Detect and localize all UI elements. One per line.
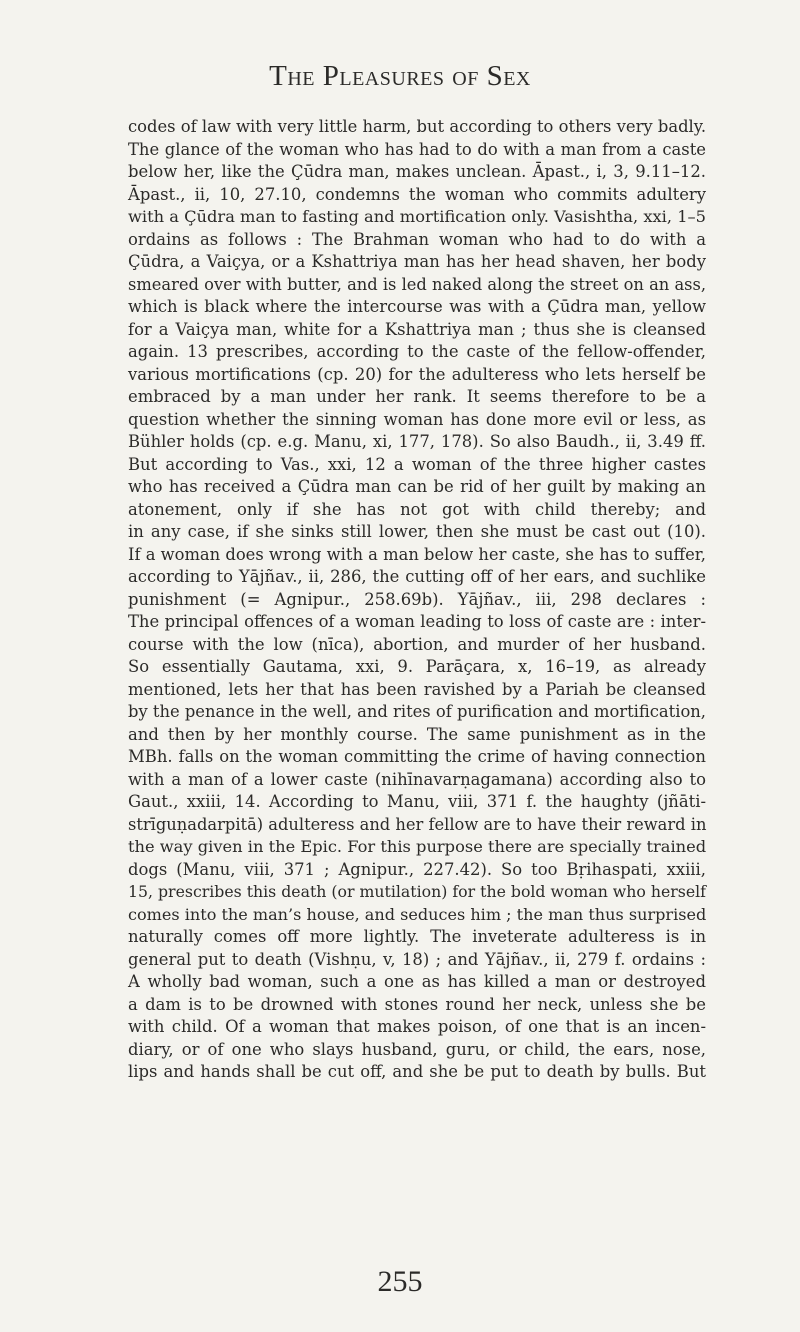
text-line: a dam is to be drowned with stones round her neck, unless she be — [128, 994, 706, 1014]
text-line: The glance of the woman who has had to do with a man from a caste — [128, 139, 706, 159]
text-line: who has received a Çūdra man can be rid of her guilt by making an — [128, 477, 706, 496]
text-line: and then by her monthly course. The same punishment as in the — [128, 724, 706, 744]
text-line: various mortifications (cp. 20) for the adulteress who lets herself be — [128, 364, 706, 384]
text-line: dogs (Manu, viii, 371 ; Agnipur., 227.42). So too Bṛihaspati, xxiii, — [128, 859, 706, 879]
body-text — [128, 116, 706, 1084]
text-line: Bühler holds (cp. e.g. Manu, xi, 177, 178). So also Baudh., ii, 3.49 ff. — [128, 432, 706, 451]
text-line: The principal offences of a woman leading to loss of caste are : inter- — [128, 612, 706, 631]
text-line: lips and hands shall be cut off, and she be put to death by bulls. But — [128, 1062, 706, 1081]
text-line: below her, like the Çūdra man, makes unclean. Āpast., i, 3, 9.11–12. — [128, 162, 706, 181]
text-line: So essentially Gautama, xxi, 9. Parāçara, x, 16–19, as already — [128, 657, 706, 676]
text-line: codes of law with very little harm, but according to others very badly. — [128, 117, 707, 136]
text-line: comes into the man’s house, and seduces him ; the man thus surprised — [128, 904, 707, 924]
text-line: Gaut., xxiii, 14. According to Manu, viii, 371 f. the haughty (jñāti- — [128, 792, 706, 811]
text-line: general put to death (Vishṇu, v, 18) ; and Yājñav., ii, 279 f. ordains : — [128, 949, 706, 969]
text-line: course with the low (nīca), abortion, and murder of her husband. — [128, 634, 706, 654]
text-line: again. 13 prescribes, according to the caste of the fellow-offender, — [128, 342, 706, 361]
text-line: smeared over with butter, and is led naked along the street on an ass, — [128, 274, 707, 294]
text-line: the way given in the Epic. For this purpose there are specially trained — [128, 837, 707, 856]
text-line: according to Yājñav., ii, 286, the cutting off of her ears, and suchlike — [128, 567, 706, 586]
running-title: The Pleasures of Sex — [269, 60, 531, 92]
page-number: 255 — [377, 1265, 423, 1298]
text-line: for a Vaiçya man, white for a Kshattriya man ; thus she is cleansed — [128, 319, 706, 339]
text-line: question whether the sinning woman has done more evil or less, as — [128, 409, 706, 429]
text-line: diary, or of one who slays husband, guru, or child, the ears, nose, — [128, 1039, 706, 1059]
text-line: But according to Vas., xxi, 12 a woman of the three higher castes — [128, 454, 706, 474]
text-line: Āpast., ii, 10, 27.10, condemns the woman who commits adultery — [128, 184, 706, 204]
text-line: embraced by a man under her rank. It seems therefore to be a — [128, 387, 706, 406]
text-line: atonement, only if she has not got with child thereby; and — [128, 499, 706, 519]
text-line: with a Çūdra man to fasting and mortification only. Vasishtha, xxi, 1–5 — [128, 207, 706, 226]
text-line: punishment (= Agnipur., 258.69b). Yājñav., iii, 298 declares : — [128, 589, 706, 609]
text-line: by the penance in the well, and rites of purification and mortification, — [128, 702, 706, 721]
text-line: naturally comes off more lightly. The inveterate adulteress is in — [128, 927, 706, 946]
text-line: A wholly bad woman, such a one as has killed a man or destroyed — [128, 972, 706, 991]
text-line: ordains as follows : The Brahman woman who had to do with a — [128, 229, 706, 249]
text-line: Çūdra, a Vaiçya, or a Kshattriya man has her head shaven, her body — [128, 252, 706, 271]
text-line: with a man of a lower caste (nihīnavarṇagamana) according also to — [128, 769, 706, 789]
text-line: strīguṇadarpitā) adulteress and her fellow are to have their reward in — [128, 814, 707, 834]
text-line: which is black where the intercourse was with a Çūdra man, yellow — [128, 297, 706, 316]
text-line: mentioned, lets her that has been ravished by a Pariah be cleansed — [128, 679, 706, 699]
text-line: 15, prescribes this death (or mutilation) for the bold woman who herself — [128, 882, 707, 901]
text-line: If a woman does wrong with a man below her caste, she has to suffer, — [128, 544, 706, 564]
text-line: with child. Of a woman that makes poison, of one that is an incen- — [128, 1017, 706, 1036]
text-line: in any case, if she sinks still lower, then she must be cast out (10). — [128, 522, 706, 541]
text-line: MBh. falls on the woman committing the crime of having connection — [128, 747, 706, 766]
